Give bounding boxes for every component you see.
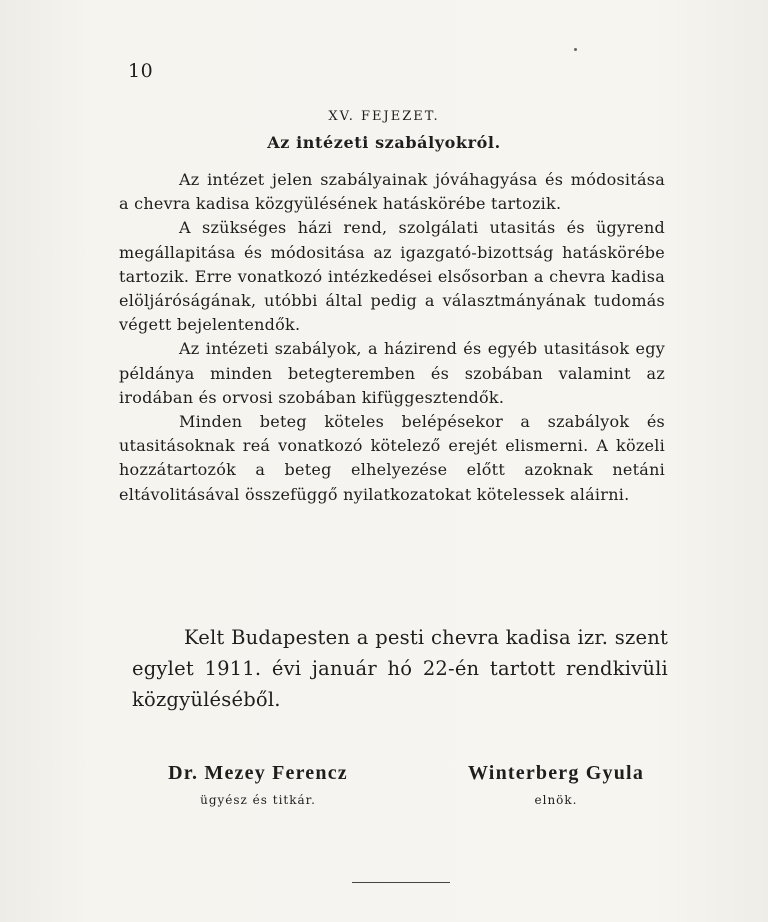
chapter-body [119,168,665,507]
signatory-name: Dr. Mezey Ferencz [168,762,348,784]
signature-right [440,762,672,807]
end-rule [352,882,450,883]
page-number: 10 [128,60,154,82]
chapter-title: Az intézeti szabályokról. [267,133,501,152]
signatory-role: ügyész és titkár. [200,793,316,807]
signature-left [128,762,388,807]
chapter-label: XV. FEJEZET. [328,109,440,124]
ink-speck [574,48,577,51]
paragraph: Minden beteg köteles belépésekor a szabályok és utasitásoknak reá vonatkozó kötelező erejét elismerni. A közeli hozzátartozók a beteg elhelyezése előtt azoknak netáni eltávolitásával összefüggő nyilatkozatokat kötelessek aláirni. [119,412,665,504]
paragraph: Az intézeti szabályok, a házirend és egyéb utasitások egy példánya minden betegteremben és szobában valamint az irodában és orvosi szobában kifüggesztendők. [119,339,665,407]
signatory-name: Winterberg Gyula [467,762,645,784]
closing-statement: Kelt Budapesten a pesti chevra kadisa izr. szent egylet 1911. évi január hó 22-én tartott rendkivüli közgyüléséből. [132,626,668,711]
paragraph: A szükséges házi rend, szolgálati utasitás és ügyrend megállapitása és módositása az igazgató-bizottság hatáskörébe tartozik. Erre vonatkozó intézkedései elsősorban a chevra kadisa elöljáróságának, utóbbi által pedig a választmányának tudomás végett bejelentendők. [119,218,665,335]
paragraph: Az intézet jelen szabályainak jóváhagyása és módositása a chevra kadisa közgyülésének hatáskörébe tartozik. [119,170,665,214]
signatory-role: elnök. [534,793,578,807]
